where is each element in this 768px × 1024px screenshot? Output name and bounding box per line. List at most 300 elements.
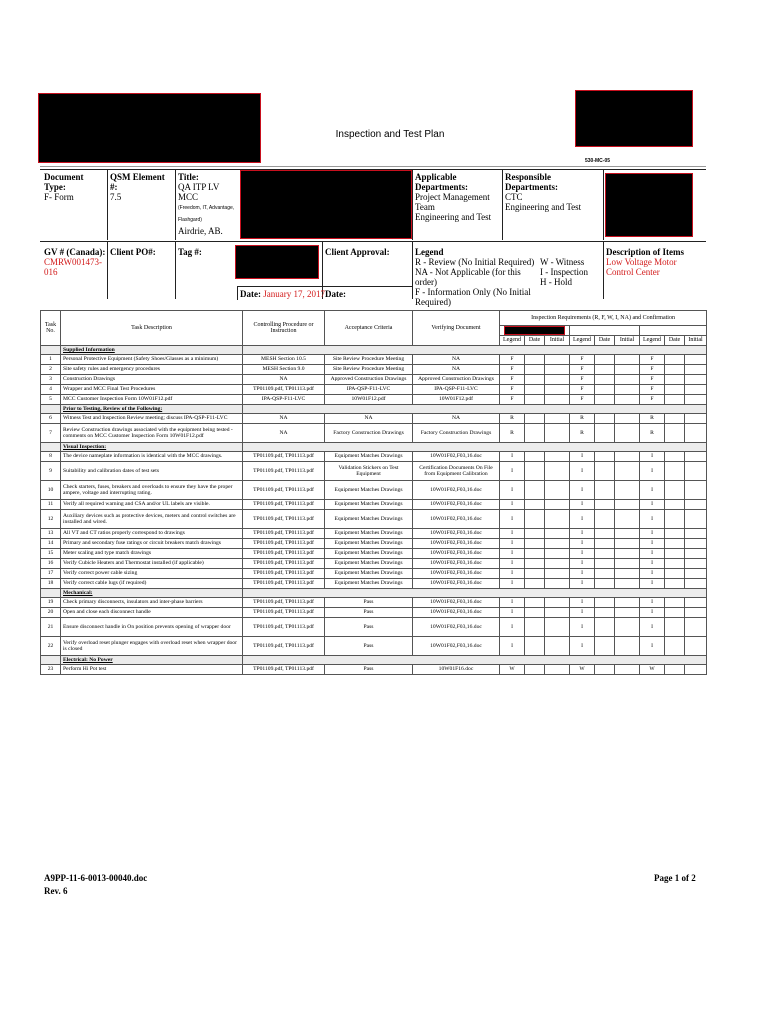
initial-2-cell bbox=[615, 529, 640, 539]
header-initial-3: Initial bbox=[685, 336, 707, 346]
section-row bbox=[41, 589, 707, 598]
date-2-cell bbox=[595, 529, 615, 539]
initial-2-cell bbox=[615, 375, 640, 385]
document-type bbox=[44, 172, 106, 202]
date-3-cell bbox=[665, 355, 685, 365]
legend-1-cell: F bbox=[500, 365, 525, 375]
legend-2-cell: I bbox=[570, 481, 595, 500]
task-description-cell: Verify correct cable lugs (if required) bbox=[61, 579, 243, 589]
date-1-cell bbox=[525, 608, 545, 618]
header-legend-3: Legend bbox=[640, 336, 665, 346]
initial-1-cell bbox=[545, 385, 570, 395]
date-2-cell bbox=[595, 539, 615, 549]
table-row bbox=[41, 598, 707, 608]
legend-3-cell: I bbox=[640, 608, 665, 618]
acceptance-criteria-cell: Site Review Procedure Meeting bbox=[325, 355, 413, 365]
task-number-cell: 6 bbox=[41, 414, 61, 424]
redacted-tag-block bbox=[235, 245, 319, 279]
date-1-cell bbox=[525, 510, 545, 529]
redacted-column-label bbox=[500, 326, 570, 336]
legend-2-cell: I bbox=[570, 539, 595, 549]
date-3-cell bbox=[665, 414, 685, 424]
acceptance-criteria-cell: Equipment Matches Drawings bbox=[325, 500, 413, 510]
responsible-value-1: CTC bbox=[505, 192, 523, 202]
redacted-logo-block bbox=[38, 93, 261, 163]
initial-3-cell bbox=[685, 608, 707, 618]
gv-label: GV # (Canada): bbox=[44, 247, 106, 257]
legend-line-3: F - Information Only (No Initial Required) bbox=[415, 287, 531, 307]
legend-2-cell: F bbox=[570, 385, 595, 395]
section-spacer bbox=[41, 405, 61, 414]
table-row bbox=[41, 549, 707, 559]
initial-3-cell bbox=[685, 529, 707, 539]
acceptance-criteria-cell: Approved Construction Drawings bbox=[325, 375, 413, 385]
date-2-cell bbox=[595, 598, 615, 608]
task-number-cell: 17 bbox=[41, 569, 61, 579]
controlling-procedure-cell: IPA-QSP-F11-LVC bbox=[243, 395, 325, 405]
initial-3-cell bbox=[685, 355, 707, 365]
task-description-cell: Construction Drawings bbox=[61, 375, 243, 385]
header-legend-1: Legend bbox=[500, 336, 525, 346]
date-3-cell bbox=[665, 637, 685, 656]
date-1-cell bbox=[525, 529, 545, 539]
legend-1-cell: I bbox=[500, 529, 525, 539]
initial-2-cell bbox=[615, 559, 640, 569]
task-description-cell: Suitability and calibration dates of test sets bbox=[61, 462, 243, 481]
section-spacer bbox=[41, 443, 61, 452]
task-description-cell: Ensure disconnect handle in On position prevents opening of wrapper door bbox=[61, 618, 243, 637]
date-2-cell bbox=[595, 510, 615, 529]
table-row bbox=[41, 569, 707, 579]
date-3-cell bbox=[665, 618, 685, 637]
date-3-cell bbox=[665, 452, 685, 462]
date-3-cell bbox=[665, 395, 685, 405]
verifying-document-cell: NA bbox=[413, 414, 500, 424]
initial-2-cell bbox=[615, 665, 640, 675]
initial-1-cell bbox=[545, 365, 570, 375]
legend-3-cell: I bbox=[640, 539, 665, 549]
date-1-cell bbox=[525, 424, 545, 443]
task-description-cell: Check starters, fuses, breakers and overloads to ensure they have the proper ampere, voltage and interrupting rating. bbox=[61, 481, 243, 500]
controlling-procedure-cell: TP01109.pdf, TP01113.pdf bbox=[243, 462, 325, 481]
date-1-cell bbox=[525, 395, 545, 405]
task-number-cell: 23 bbox=[41, 665, 61, 675]
header-initial-1: Initial bbox=[545, 336, 570, 346]
client-date-label: Date: bbox=[325, 289, 346, 299]
initial-2-cell bbox=[615, 385, 640, 395]
acceptance-criteria-cell: Validation Stickers on Test Equipment bbox=[325, 462, 413, 481]
controlling-procedure-cell: MESH Section 9.0 bbox=[243, 365, 325, 375]
legend-3-cell: F bbox=[640, 385, 665, 395]
redacted-doc-number-block bbox=[575, 90, 693, 147]
legend-3-cell: I bbox=[640, 559, 665, 569]
redacted-title-block bbox=[240, 170, 412, 239]
header-initial-2: Initial bbox=[615, 336, 640, 346]
controlling-procedure-cell: TP01109.pdf, TP01113.pdf bbox=[243, 559, 325, 569]
task-description-cell: Site safety rules and emergency procedures bbox=[61, 365, 243, 375]
inspection-table-body bbox=[41, 346, 707, 675]
date-3-cell bbox=[665, 665, 685, 675]
verifying-document-cell: 10W01F16.doc bbox=[413, 665, 500, 675]
initial-1-cell bbox=[545, 462, 570, 481]
task-description-cell: Perform Hi Pot test bbox=[61, 665, 243, 675]
header-task-description: Task Description bbox=[61, 311, 243, 346]
initial-1-cell bbox=[545, 355, 570, 365]
initial-2-cell bbox=[615, 618, 640, 637]
verifying-document-cell: 10W01F02,F03,16.doc bbox=[413, 559, 500, 569]
section-fill bbox=[243, 346, 707, 355]
acceptance-criteria-cell: Equipment Matches Drawings bbox=[325, 452, 413, 462]
initial-1-cell bbox=[545, 569, 570, 579]
initial-3-cell bbox=[685, 462, 707, 481]
header-verifying: Verifying Document bbox=[413, 311, 500, 346]
date-2-cell bbox=[595, 637, 615, 656]
table-row bbox=[41, 529, 707, 539]
initial-3-cell bbox=[685, 549, 707, 559]
applicable-value-2: Engineering and Test bbox=[415, 212, 492, 222]
controlling-procedure-cell: TP01109.pdf, TP01113.pdf bbox=[243, 608, 325, 618]
initial-3-cell bbox=[685, 395, 707, 405]
legend-3-cell: I bbox=[640, 500, 665, 510]
controlling-procedure-cell: TP01109.pdf, TP01113.pdf bbox=[243, 385, 325, 395]
initial-1-cell bbox=[545, 414, 570, 424]
date-3-cell bbox=[665, 539, 685, 549]
date-3-cell bbox=[665, 598, 685, 608]
legend-1-cell: I bbox=[500, 481, 525, 500]
legend-1-cell: F bbox=[500, 385, 525, 395]
controlling-procedure-cell: NA bbox=[243, 424, 325, 443]
controlling-procedure-cell: NA bbox=[243, 414, 325, 424]
header-acceptance: Acceptance Criteria bbox=[325, 311, 413, 346]
controlling-procedure-cell: NA bbox=[243, 375, 325, 385]
initial-3-cell bbox=[685, 385, 707, 395]
task-number-cell: 16 bbox=[41, 559, 61, 569]
section-row bbox=[41, 443, 707, 452]
date-2-cell bbox=[595, 462, 615, 481]
task-description-cell: Verify all required warning and CSA and/or UL labels are visible. bbox=[61, 500, 243, 510]
legend-3-cell: I bbox=[640, 598, 665, 608]
controlling-procedure-cell: TP01109.pdf, TP01113.pdf bbox=[243, 618, 325, 637]
task-number-cell: 14 bbox=[41, 539, 61, 549]
task-number-cell: 20 bbox=[41, 608, 61, 618]
legend-2-cell: I bbox=[570, 452, 595, 462]
controlling-procedure-cell: TP01109.pdf, TP01113.pdf bbox=[243, 549, 325, 559]
verifying-document-cell: Certification Documents On File from Equipment Calibration bbox=[413, 462, 500, 481]
initial-2-cell bbox=[615, 598, 640, 608]
date-1-cell bbox=[525, 665, 545, 675]
initial-2-cell bbox=[615, 481, 640, 500]
date-2-cell bbox=[595, 665, 615, 675]
table-row bbox=[41, 355, 707, 365]
verifying-document-cell: 10W01F02,F03,16.doc bbox=[413, 529, 500, 539]
legend-2-cell: I bbox=[570, 608, 595, 618]
task-number-cell: 22 bbox=[41, 637, 61, 656]
footer-page: Page 1 of 2 bbox=[654, 873, 696, 883]
date-2-cell bbox=[595, 569, 615, 579]
initial-3-cell bbox=[685, 598, 707, 608]
date-1-cell bbox=[525, 375, 545, 385]
legend-line-2: NA - Not Applicable (for this order) bbox=[415, 267, 521, 287]
header-procedure: Controlling Procedure or Instruction bbox=[243, 311, 325, 346]
date-value: January 17, 2017 bbox=[263, 289, 325, 299]
section-spacer bbox=[41, 589, 61, 598]
header-date-1: Date bbox=[525, 336, 545, 346]
acceptance-criteria-cell: Pass bbox=[325, 608, 413, 618]
legend-3-cell: I bbox=[640, 529, 665, 539]
initial-1-cell bbox=[545, 529, 570, 539]
header-group-3 bbox=[640, 326, 707, 336]
title-note: (Freedom, IT, Advantage, Flashgard) bbox=[178, 205, 235, 223]
legend-2-cell: F bbox=[570, 395, 595, 405]
header-date-2: Date bbox=[595, 336, 615, 346]
date-2-cell bbox=[595, 500, 615, 510]
date-2-cell bbox=[595, 559, 615, 569]
date-3-cell bbox=[665, 375, 685, 385]
legend-3-cell: I bbox=[640, 579, 665, 589]
date-3-cell bbox=[665, 608, 685, 618]
controlling-procedure-cell: TP01109.pdf, TP01113.pdf bbox=[243, 510, 325, 529]
verifying-document-cell: 10W01F02,F03,16.doc bbox=[413, 608, 500, 618]
legend-2-cell: R bbox=[570, 424, 595, 443]
controlling-procedure-cell: TP01109.pdf, TP01113.pdf bbox=[243, 539, 325, 549]
legend-3-cell: I bbox=[640, 637, 665, 656]
verifying-document-cell: NA bbox=[413, 355, 500, 365]
task-number-cell: 2 bbox=[41, 365, 61, 375]
legend-1-cell: I bbox=[500, 598, 525, 608]
section-fill bbox=[243, 589, 707, 598]
date-1-cell bbox=[525, 559, 545, 569]
date-2-cell bbox=[595, 355, 615, 365]
responsible-value-2: Engineering and Test bbox=[505, 202, 582, 212]
section-fill bbox=[243, 405, 707, 414]
header-task-no: Task No. bbox=[41, 311, 61, 346]
task-number-cell: 21 bbox=[41, 618, 61, 637]
initial-3-cell bbox=[685, 481, 707, 500]
legend-3-cell: I bbox=[640, 510, 665, 529]
date-2-cell bbox=[595, 414, 615, 424]
date-2-cell bbox=[595, 424, 615, 443]
header-date-3: Date bbox=[665, 336, 685, 346]
applicable-departments bbox=[415, 172, 501, 222]
date-1-cell bbox=[525, 452, 545, 462]
date-2-cell bbox=[595, 365, 615, 375]
legend-2-cell: I bbox=[570, 510, 595, 529]
initial-3-cell bbox=[685, 500, 707, 510]
initial-3-cell bbox=[685, 579, 707, 589]
legend-1-cell: I bbox=[500, 539, 525, 549]
task-description-cell: Primary and secondary fuse ratings or circuit breakers match drawings bbox=[61, 539, 243, 549]
initial-3-cell bbox=[685, 665, 707, 675]
gv-value: CMRW001473-016 bbox=[44, 257, 103, 277]
responsible-label: Responsible Departments: bbox=[505, 172, 558, 192]
date-field bbox=[240, 289, 325, 299]
initial-3-cell bbox=[685, 375, 707, 385]
task-description-cell: Meter scaling and type match drawings bbox=[61, 549, 243, 559]
section-label: Mechanical: bbox=[61, 589, 243, 598]
section-row bbox=[41, 656, 707, 665]
legend-2-cell: R bbox=[570, 414, 595, 424]
date-3-cell bbox=[665, 569, 685, 579]
legend-right-3: H - Hold bbox=[540, 277, 572, 287]
legend-1-cell: I bbox=[500, 637, 525, 656]
initial-2-cell bbox=[615, 539, 640, 549]
date-1-cell bbox=[525, 462, 545, 481]
redacted-approval-block bbox=[605, 173, 693, 237]
verifying-document-cell: 10W01F02,F03,16.doc bbox=[413, 618, 500, 637]
date-1-cell bbox=[525, 481, 545, 500]
verifying-document-cell: IPA-QSP-F11-LVC bbox=[413, 385, 500, 395]
task-number-cell: 4 bbox=[41, 385, 61, 395]
legend-label: Legend bbox=[415, 247, 444, 257]
table-row bbox=[41, 618, 707, 637]
initial-3-cell bbox=[685, 539, 707, 549]
initial-1-cell bbox=[545, 395, 570, 405]
task-number-cell: 15 bbox=[41, 549, 61, 559]
task-number-cell: 18 bbox=[41, 579, 61, 589]
initial-2-cell bbox=[615, 424, 640, 443]
inspection-table bbox=[40, 310, 707, 675]
acceptance-criteria-cell: NA bbox=[325, 414, 413, 424]
date-3-cell bbox=[665, 385, 685, 395]
acceptance-criteria-cell: Pass bbox=[325, 637, 413, 656]
legend-1-cell: I bbox=[500, 559, 525, 569]
client-po-label: Client PO#: bbox=[110, 247, 156, 257]
legend-2-cell: F bbox=[570, 355, 595, 365]
table-row bbox=[41, 452, 707, 462]
task-description-cell: MCC Customer Inspection Form 10W01F12.pdf bbox=[61, 395, 243, 405]
task-number-cell: 11 bbox=[41, 500, 61, 510]
legend-3-cell: R bbox=[640, 414, 665, 424]
date-1-cell bbox=[525, 539, 545, 549]
table-row bbox=[41, 559, 707, 569]
document-type-label: Document Type: bbox=[44, 172, 84, 192]
legend-1-cell: R bbox=[500, 424, 525, 443]
legend-block-right bbox=[540, 257, 602, 287]
controlling-procedure-cell: MESH Section 10.5 bbox=[243, 355, 325, 365]
date-1-cell bbox=[525, 365, 545, 375]
verifying-document-cell: Approved Construction Drawings bbox=[413, 375, 500, 385]
task-description-cell: Auxiliary devices such as protective devices, meters and control switches are installed and wired. bbox=[61, 510, 243, 529]
legend-2-cell: I bbox=[570, 579, 595, 589]
header-requirements: Inspection Requirements (R, F, W, I, NA) and Confirmation bbox=[500, 311, 707, 326]
legend-3-cell: I bbox=[640, 452, 665, 462]
verifying-document-cell: 10W01F02,F03,16.doc bbox=[413, 510, 500, 529]
acceptance-criteria-cell: Pass bbox=[325, 618, 413, 637]
title-block bbox=[178, 172, 238, 236]
initial-2-cell bbox=[615, 452, 640, 462]
controlling-procedure-cell: TP01109.pdf, TP01113.pdf bbox=[243, 665, 325, 675]
date-1-cell bbox=[525, 598, 545, 608]
table-row bbox=[41, 637, 707, 656]
initial-1-cell bbox=[545, 559, 570, 569]
table-row bbox=[41, 539, 707, 549]
header-legend-2: Legend bbox=[570, 336, 595, 346]
initial-3-cell bbox=[685, 637, 707, 656]
initial-1-cell bbox=[545, 424, 570, 443]
legend-1-cell: I bbox=[500, 510, 525, 529]
legend-2-cell: I bbox=[570, 637, 595, 656]
legend-2-cell: I bbox=[570, 462, 595, 481]
legend-2-cell: F bbox=[570, 365, 595, 375]
legend-1-cell: I bbox=[500, 618, 525, 637]
task-number-cell: 19 bbox=[41, 598, 61, 608]
legend-1-cell: I bbox=[500, 452, 525, 462]
legend-2-cell: I bbox=[570, 529, 595, 539]
initial-1-cell bbox=[545, 539, 570, 549]
legend-1-cell: F bbox=[500, 395, 525, 405]
date-1-cell bbox=[525, 500, 545, 510]
initial-2-cell bbox=[615, 569, 640, 579]
date-2-cell bbox=[595, 579, 615, 589]
date-1-cell bbox=[525, 355, 545, 365]
title-label: Title: bbox=[178, 172, 199, 182]
verifying-document-cell: Factory Construction Drawings bbox=[413, 424, 500, 443]
acceptance-criteria-cell: Pass bbox=[325, 665, 413, 675]
legend-1-cell: F bbox=[500, 355, 525, 365]
date-1-cell bbox=[525, 549, 545, 559]
date-3-cell bbox=[665, 365, 685, 375]
date-3-cell bbox=[665, 500, 685, 510]
verifying-document-cell: NA bbox=[413, 365, 500, 375]
table-row bbox=[41, 424, 707, 443]
acceptance-criteria-cell: Equipment Matches Drawings bbox=[325, 549, 413, 559]
controlling-procedure-cell: TP01109.pdf, TP01113.pdf bbox=[243, 481, 325, 500]
legend-3-cell: F bbox=[640, 365, 665, 375]
legend-1-cell: I bbox=[500, 569, 525, 579]
date-2-cell bbox=[595, 385, 615, 395]
date-1-cell bbox=[525, 637, 545, 656]
task-description-cell: Wrapper and MCC Final Test Procedures bbox=[61, 385, 243, 395]
task-number-cell: 7 bbox=[41, 424, 61, 443]
initial-3-cell bbox=[685, 510, 707, 529]
table-row bbox=[41, 510, 707, 529]
controlling-procedure-cell: TP01109.pdf, TP01113.pdf bbox=[243, 529, 325, 539]
verifying-document-cell: 10W01F02,F03,16.doc bbox=[413, 579, 500, 589]
doc-code: 530-MC-05 bbox=[585, 158, 611, 164]
initial-1-cell bbox=[545, 452, 570, 462]
date-3-cell bbox=[665, 462, 685, 481]
title-value: QA ITP LV MCC bbox=[178, 182, 220, 202]
initial-1-cell bbox=[545, 549, 570, 559]
legend-3-cell: W bbox=[640, 665, 665, 675]
initial-2-cell bbox=[615, 500, 640, 510]
legend-2-cell: I bbox=[570, 618, 595, 637]
controlling-procedure-cell: TP01109.pdf, TP01113.pdf bbox=[243, 500, 325, 510]
qsm-element bbox=[110, 172, 172, 202]
acceptance-criteria-cell: Equipment Matches Drawings bbox=[325, 569, 413, 579]
date-label: Date: bbox=[240, 289, 261, 299]
section-fill bbox=[243, 443, 707, 452]
task-description-cell: Open and close each disconnect handle bbox=[61, 608, 243, 618]
section-label: Prior to Testing, Review of the Following: bbox=[61, 405, 243, 414]
section-label: Supplied Information bbox=[61, 346, 243, 355]
verifying-document-cell: 10W01F02,F03,16.doc bbox=[413, 481, 500, 500]
task-number-cell: 13 bbox=[41, 529, 61, 539]
initial-1-cell bbox=[545, 510, 570, 529]
legend-2-cell: I bbox=[570, 500, 595, 510]
legend-1-cell: W bbox=[500, 665, 525, 675]
controlling-procedure-cell: TP01109.pdf, TP01113.pdf bbox=[243, 452, 325, 462]
table-row bbox=[41, 481, 707, 500]
legend-3-cell: I bbox=[640, 549, 665, 559]
initial-3-cell bbox=[685, 618, 707, 637]
section-label: Visual Inspection: bbox=[61, 443, 243, 452]
task-description-cell: All VT and CT ratios properly correspond to drawings bbox=[61, 529, 243, 539]
legend-1-cell: I bbox=[500, 549, 525, 559]
initial-2-cell bbox=[615, 395, 640, 405]
qsm-label: QSM Element #: bbox=[110, 172, 165, 192]
acceptance-criteria-cell: Equipment Matches Drawings bbox=[325, 529, 413, 539]
